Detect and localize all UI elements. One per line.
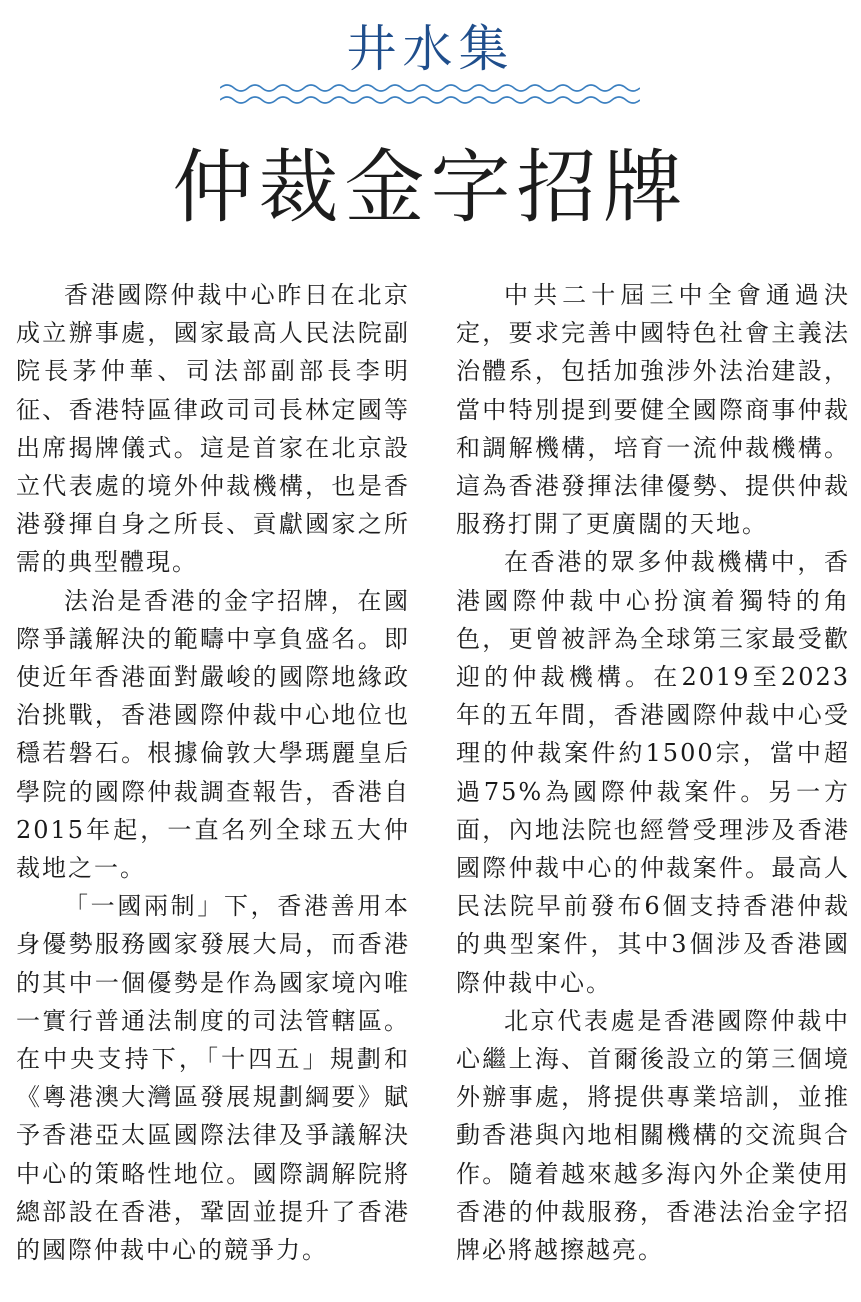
paragraph: 香港國際仲裁中心昨日在北京成立辦事處，國家最高人民法院副院長茅仲華、司法部副部長李明征、香港特區律政司司長林定國等出席揭牌儀式。這是首家在北京設立代表處的境外仲裁機構，也是香港發揮自身之所長、貢獻國家之所需的典型體現。 xyxy=(16,281,410,577)
article-column-right xyxy=(456,276,850,1269)
column-header xyxy=(0,18,861,80)
article-column-left xyxy=(16,276,410,1269)
column-name: 井水集 xyxy=(346,20,515,78)
article-body xyxy=(16,276,850,1269)
paragraph: 在香港的眾多仲裁機構中，香港國際仲裁中心扮演着獨特的角色，更曾被評為全球第三家最受歡迎的仲裁機構。在2019至2023年的五年間，香港國際仲裁中心受理的仲裁案件約1500宗，當中超過75%為國際仲裁案件。另一方面，內地法院也經營受理涉及香港國際仲裁中心的仲裁案件。最高人民法院早前發布6個支持香港仲裁的典型案件，其中3個涉及香港國際仲裁中心。 xyxy=(456,548,850,997)
paragraph: 「一國兩制」下，香港善用本身優勢服務國家發展大局，而香港的其中一個優勢是作為國家境內唯一實行普通法制度的司法管轄區。在中央支持下，「十四五」規劃和《粵港澳大灣區發展規劃綱要》賦予香港亞太區國際法律及爭議解決中心的策略性地位。國際調解院將總部設在香港，鞏固並提升了香港的國際仲裁中心的競爭力。 xyxy=(16,892,410,1265)
paragraph: 法治是香港的金字招牌，在國際爭議解決的範疇中享負盛名。即使近年香港面對嚴峻的國際地緣政治挑戰，香港國際仲裁中心地位也穩若磐石。根據倫敦大學瑪麗皇后學院的國際仲裁調查報告，香港自2015年起，一直名列全球五大仲裁地之一。 xyxy=(16,586,410,883)
paragraph: 北京代表處是香港國際仲裁中心繼上海、首爾後設立的第三個境外辦事處，將提供專業培訓，並推動香港與內地相關機構的交流與合作。隨着越來越多海內外企業使用香港的仲裁服務，香港法治金字招牌必將越擦越亮。 xyxy=(456,1006,850,1265)
headline: 仲裁金字招牌 xyxy=(172,141,689,234)
paragraph: 中共二十屆三中全會通過決定，要求完善中國特色社會主義法治體系，包括加強涉外法治建設，當中特別提到要健全國際商事仲裁和調解機構，培育一流仲裁機構。這為香港發揮法律優勢、提供仲裁服務打開了更廣闊的天地。 xyxy=(456,281,850,539)
wave-divider-icon xyxy=(220,80,640,110)
